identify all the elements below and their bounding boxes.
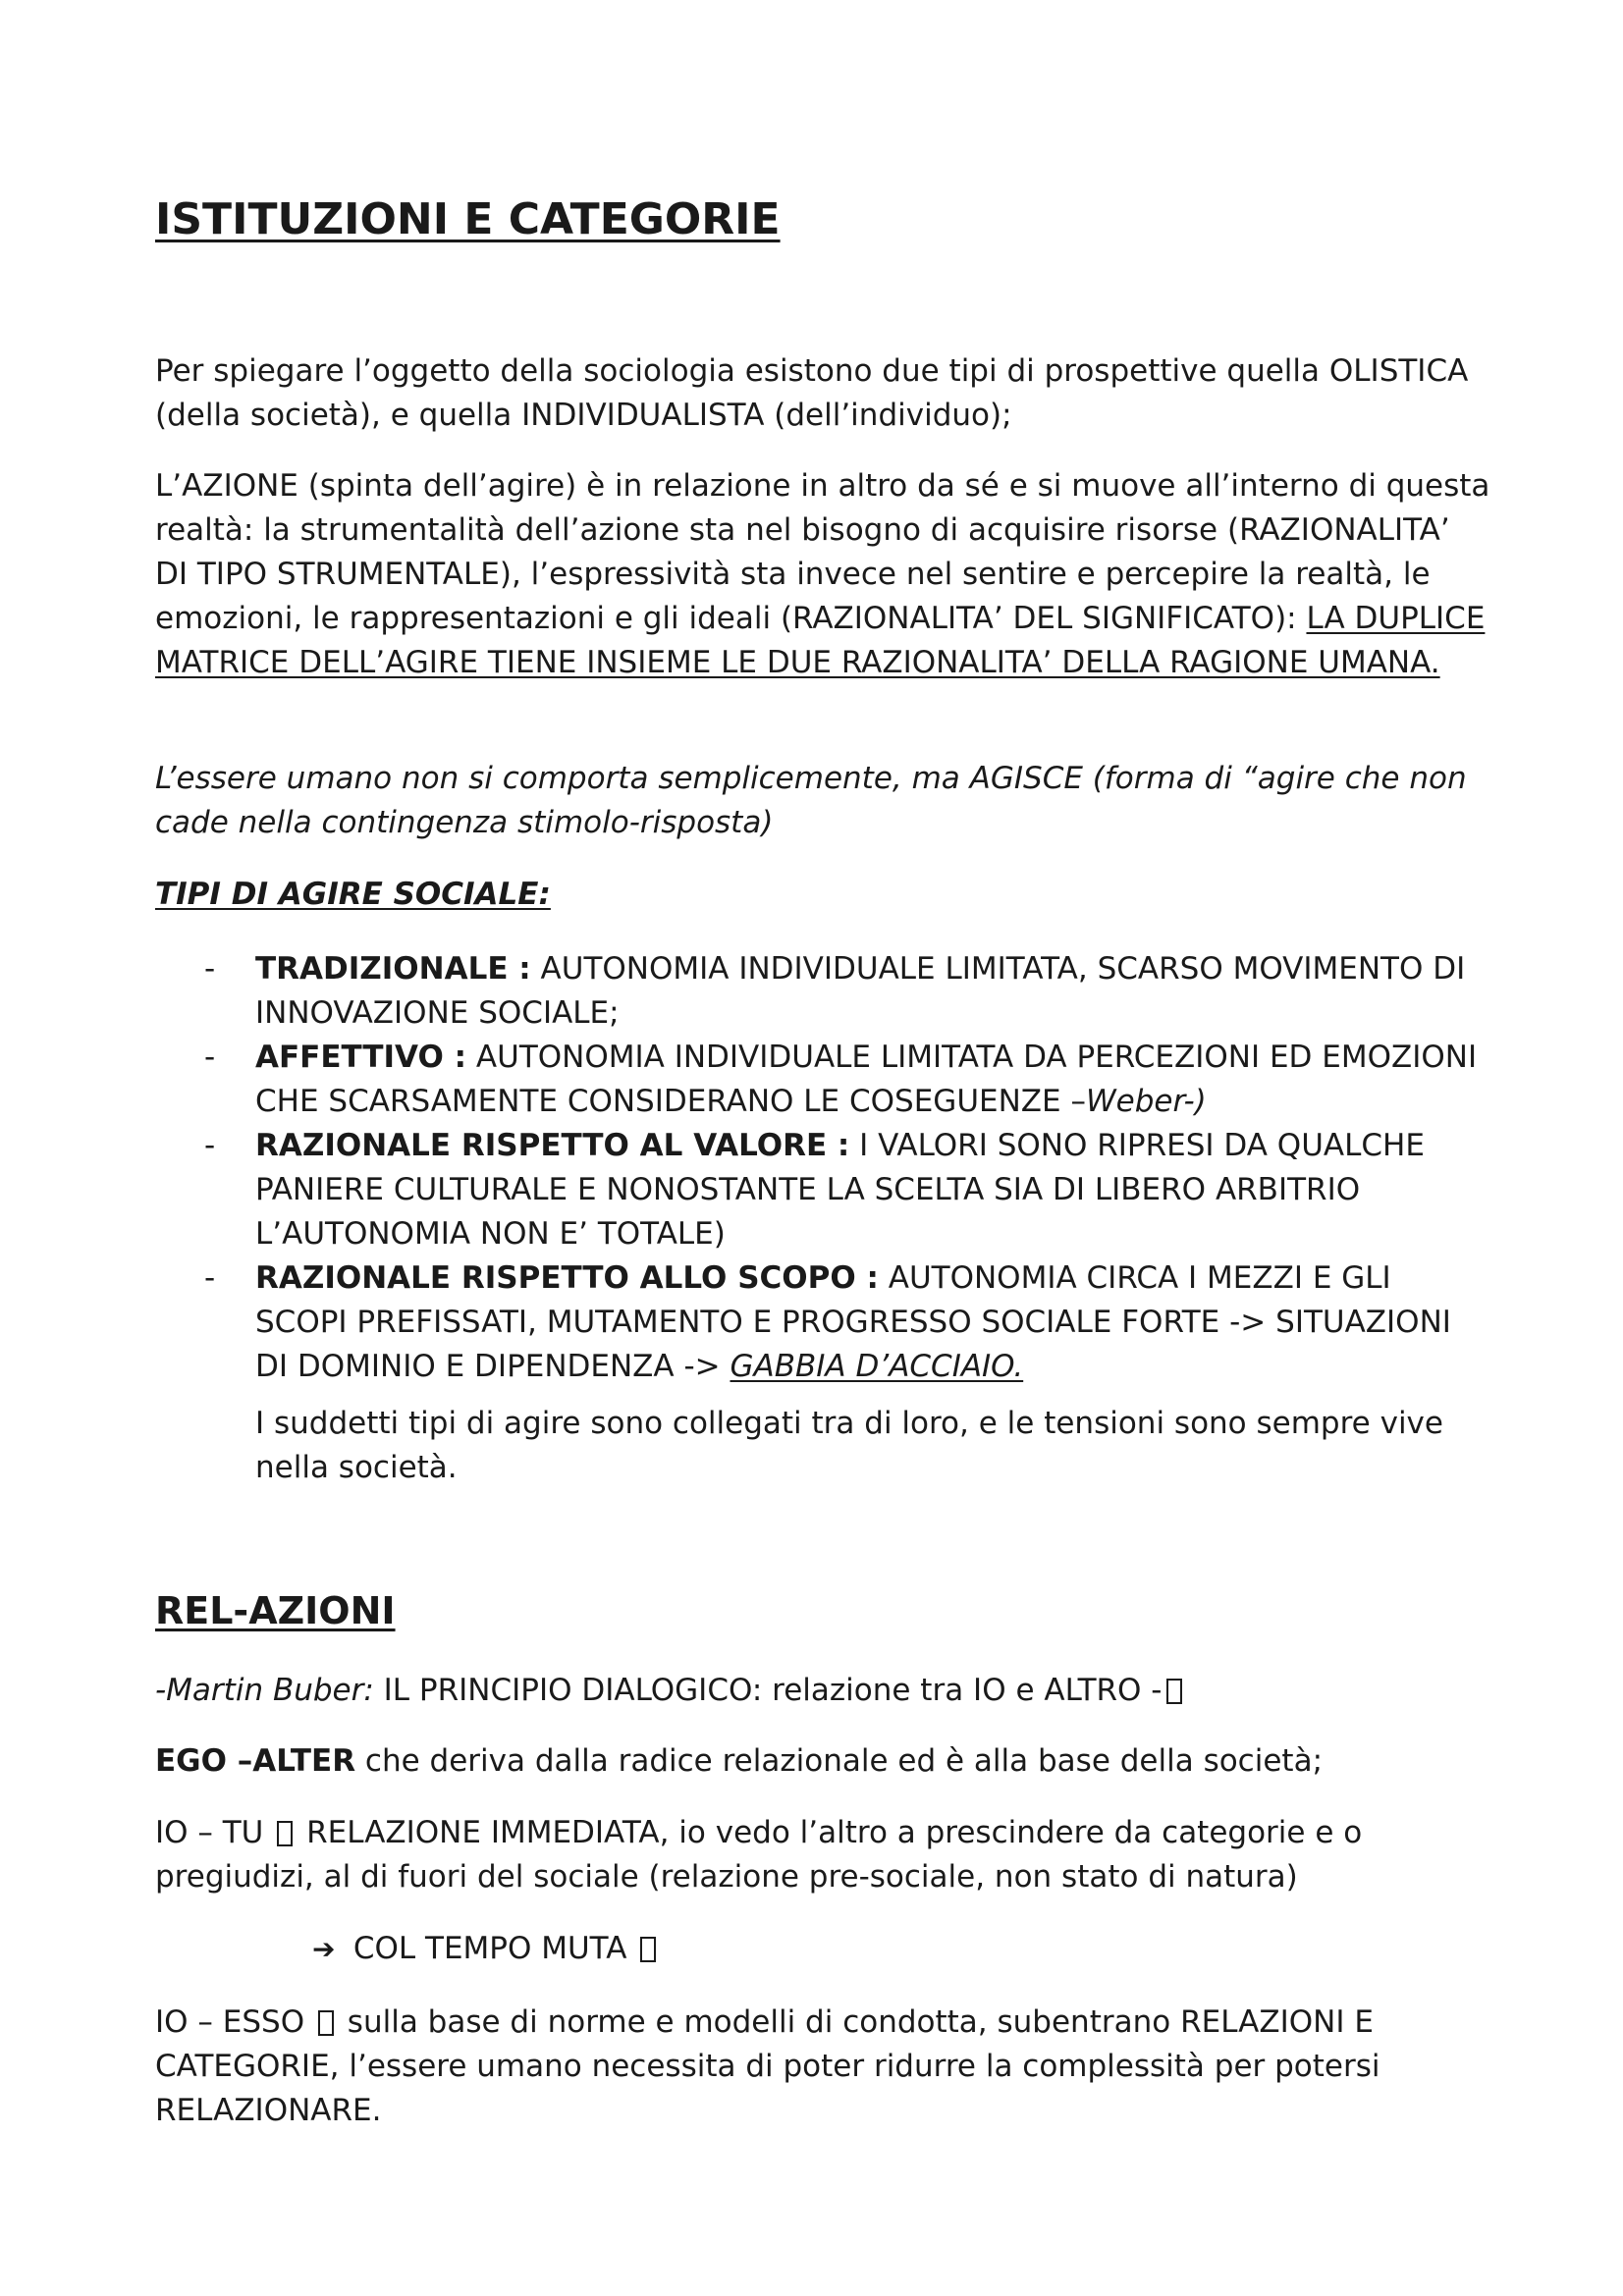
page-title: ISTITUZIONI E CATEGORIE xyxy=(155,194,781,244)
missing-glyph-icon xyxy=(640,1937,656,1962)
missing-glyph-icon xyxy=(277,1821,293,1846)
buber-paragraph xyxy=(155,1669,1490,1713)
ego-alter-label: EGO –ALTER xyxy=(155,1743,356,1779)
io-tu-text: RELAZIONE IMMEDIATA, io vedo l’altro a prescindere da categorie e o pregiudizi, al di fuori del sociale (relazione pre-sociale, non stato di natura) xyxy=(155,1815,1363,1895)
list-dash: - xyxy=(204,951,216,987)
list-dash: - xyxy=(204,1128,216,1163)
ego-alter-paragraph xyxy=(155,1739,1490,1784)
io-esso-paragraph xyxy=(155,2001,1490,2133)
section-heading-relazioni: REL-AZIONI xyxy=(155,1589,396,1632)
azione-paragraph xyxy=(155,464,1490,685)
list-dash: - xyxy=(204,1260,216,1296)
item-italic-text: Weber-) xyxy=(1085,1084,1207,1119)
list-item xyxy=(204,1036,1490,1124)
intro-text: Per spiegare l’oggetto della sociologia esistono due tipi di prospettive quella OLISTICA (della società), e quella INDIVIDUALISTA (dell’individuo); xyxy=(155,353,1469,433)
arrow-right-icon: ➔ xyxy=(312,1933,336,1965)
list-item xyxy=(204,947,1490,1036)
closing-text: I suddetti tipi di agire sono collegati tra di loro, e le tensioni sono sempre vive nella società. xyxy=(255,1406,1443,1485)
tipi-closing-paragraph xyxy=(255,1402,1490,1490)
essere-text: L’essere umano non si comporta semplicemente, ma AGISCE (forma di “agire che non cade nella contingenza stimolo-risposta) xyxy=(155,761,1467,840)
item-text: AUTONOMIA INDIVIDUALE LIMITATA, SCARSO MOVIMENTO DI INNOVAZIONE SOCIALE; xyxy=(255,951,1466,1031)
arrow-line xyxy=(312,1927,660,1971)
item-text: AUTONOMIA INDIVIDUALE LIMITATA DA PERCEZIONI ED EMOZIONI CHE SCARSAMENTE CONSIDERANO LE COSEGUENZE – xyxy=(255,1040,1478,1119)
missing-glyph-icon xyxy=(318,2010,334,2036)
io-tu-label: IO – TU xyxy=(155,1815,274,1850)
item-text: I VALORI SONO RIPRESI DA QUALCHE PANIERE CULTURALE E NONOSTANTE LA SCELTA SIA DI LIBERO ARBITRIO L’AUTONOMIA NON E’ TOTALE) xyxy=(255,1128,1425,1252)
tipi-heading: TIPI DI AGIRE SOCIALE: xyxy=(155,877,551,912)
tipi-list xyxy=(204,947,1490,1389)
buber-text: IL PRINCIPIO DIALOGICO: relazione tra IO e ALTRO - xyxy=(373,1673,1163,1708)
arrow-text: COL TEMPO MUTA xyxy=(352,1931,637,1966)
list-item xyxy=(204,1124,1490,1256)
essere-paragraph xyxy=(155,757,1490,845)
intro-paragraph xyxy=(155,349,1490,438)
ego-alter-text: che deriva dalla radice relazionale ed è alla base della società; xyxy=(355,1743,1324,1779)
item-label: AFFETTIVO : xyxy=(255,1040,467,1075)
azione-text: L’AZIONE (spinta dell’agire) è in relazione in altro da sé e si muove all’interno di questa realtà: la strumentalità dell’azione sta nel bisogno di acquisire risorse (RAZIONALITA’ DI TIPO STRUMENTALE), l’espressività sta invece nel sentire e percepire la realtà, le emozioni, le rappresentazioni e gli ideali (RAZIONALITA’ DEL SIGNIFICATO): xyxy=(155,468,1490,636)
list-item xyxy=(204,1256,1490,1389)
item-text: AUTONOMIA CIRCA I MEZZI E GLI SCOPI PREFISSATI, MUTAMENTO E PROGRESSO SOCIALE FORTE -> SITUAZIONI DI DOMINIO E DIPENDENZA -> xyxy=(255,1260,1451,1384)
item-label: RAZIONALE RISPETTO AL VALORE : xyxy=(255,1128,850,1163)
io-esso-text: sulla base di norme e modelli di condotta, subentrano RELAZIONI E CATEGORIE, l’essere umano necessita di poter ridurre la complessità per potersi RELAZIONARE. xyxy=(155,2004,1380,2128)
buber-author: -Martin Buber: xyxy=(155,1673,374,1708)
item-label: RAZIONALE RISPETTO ALLO SCOPO : xyxy=(255,1260,879,1296)
gabbia-link[interactable]: GABBIA D’ACCIAIO. xyxy=(730,1349,1024,1384)
io-tu-paragraph xyxy=(155,1811,1490,1899)
azione-underlined-text: LA DUPLICE MATRICE DELL’AGIRE TIENE INSIEME LE DUE RAZIONALITA’ DELLA RAGIONE UMANA. xyxy=(155,601,1486,680)
list-dash: - xyxy=(204,1040,216,1075)
missing-glyph-icon xyxy=(1166,1679,1182,1704)
item-label: TRADIZIONALE : xyxy=(255,951,531,987)
io-esso-label: IO – ESSO xyxy=(155,2004,314,2040)
